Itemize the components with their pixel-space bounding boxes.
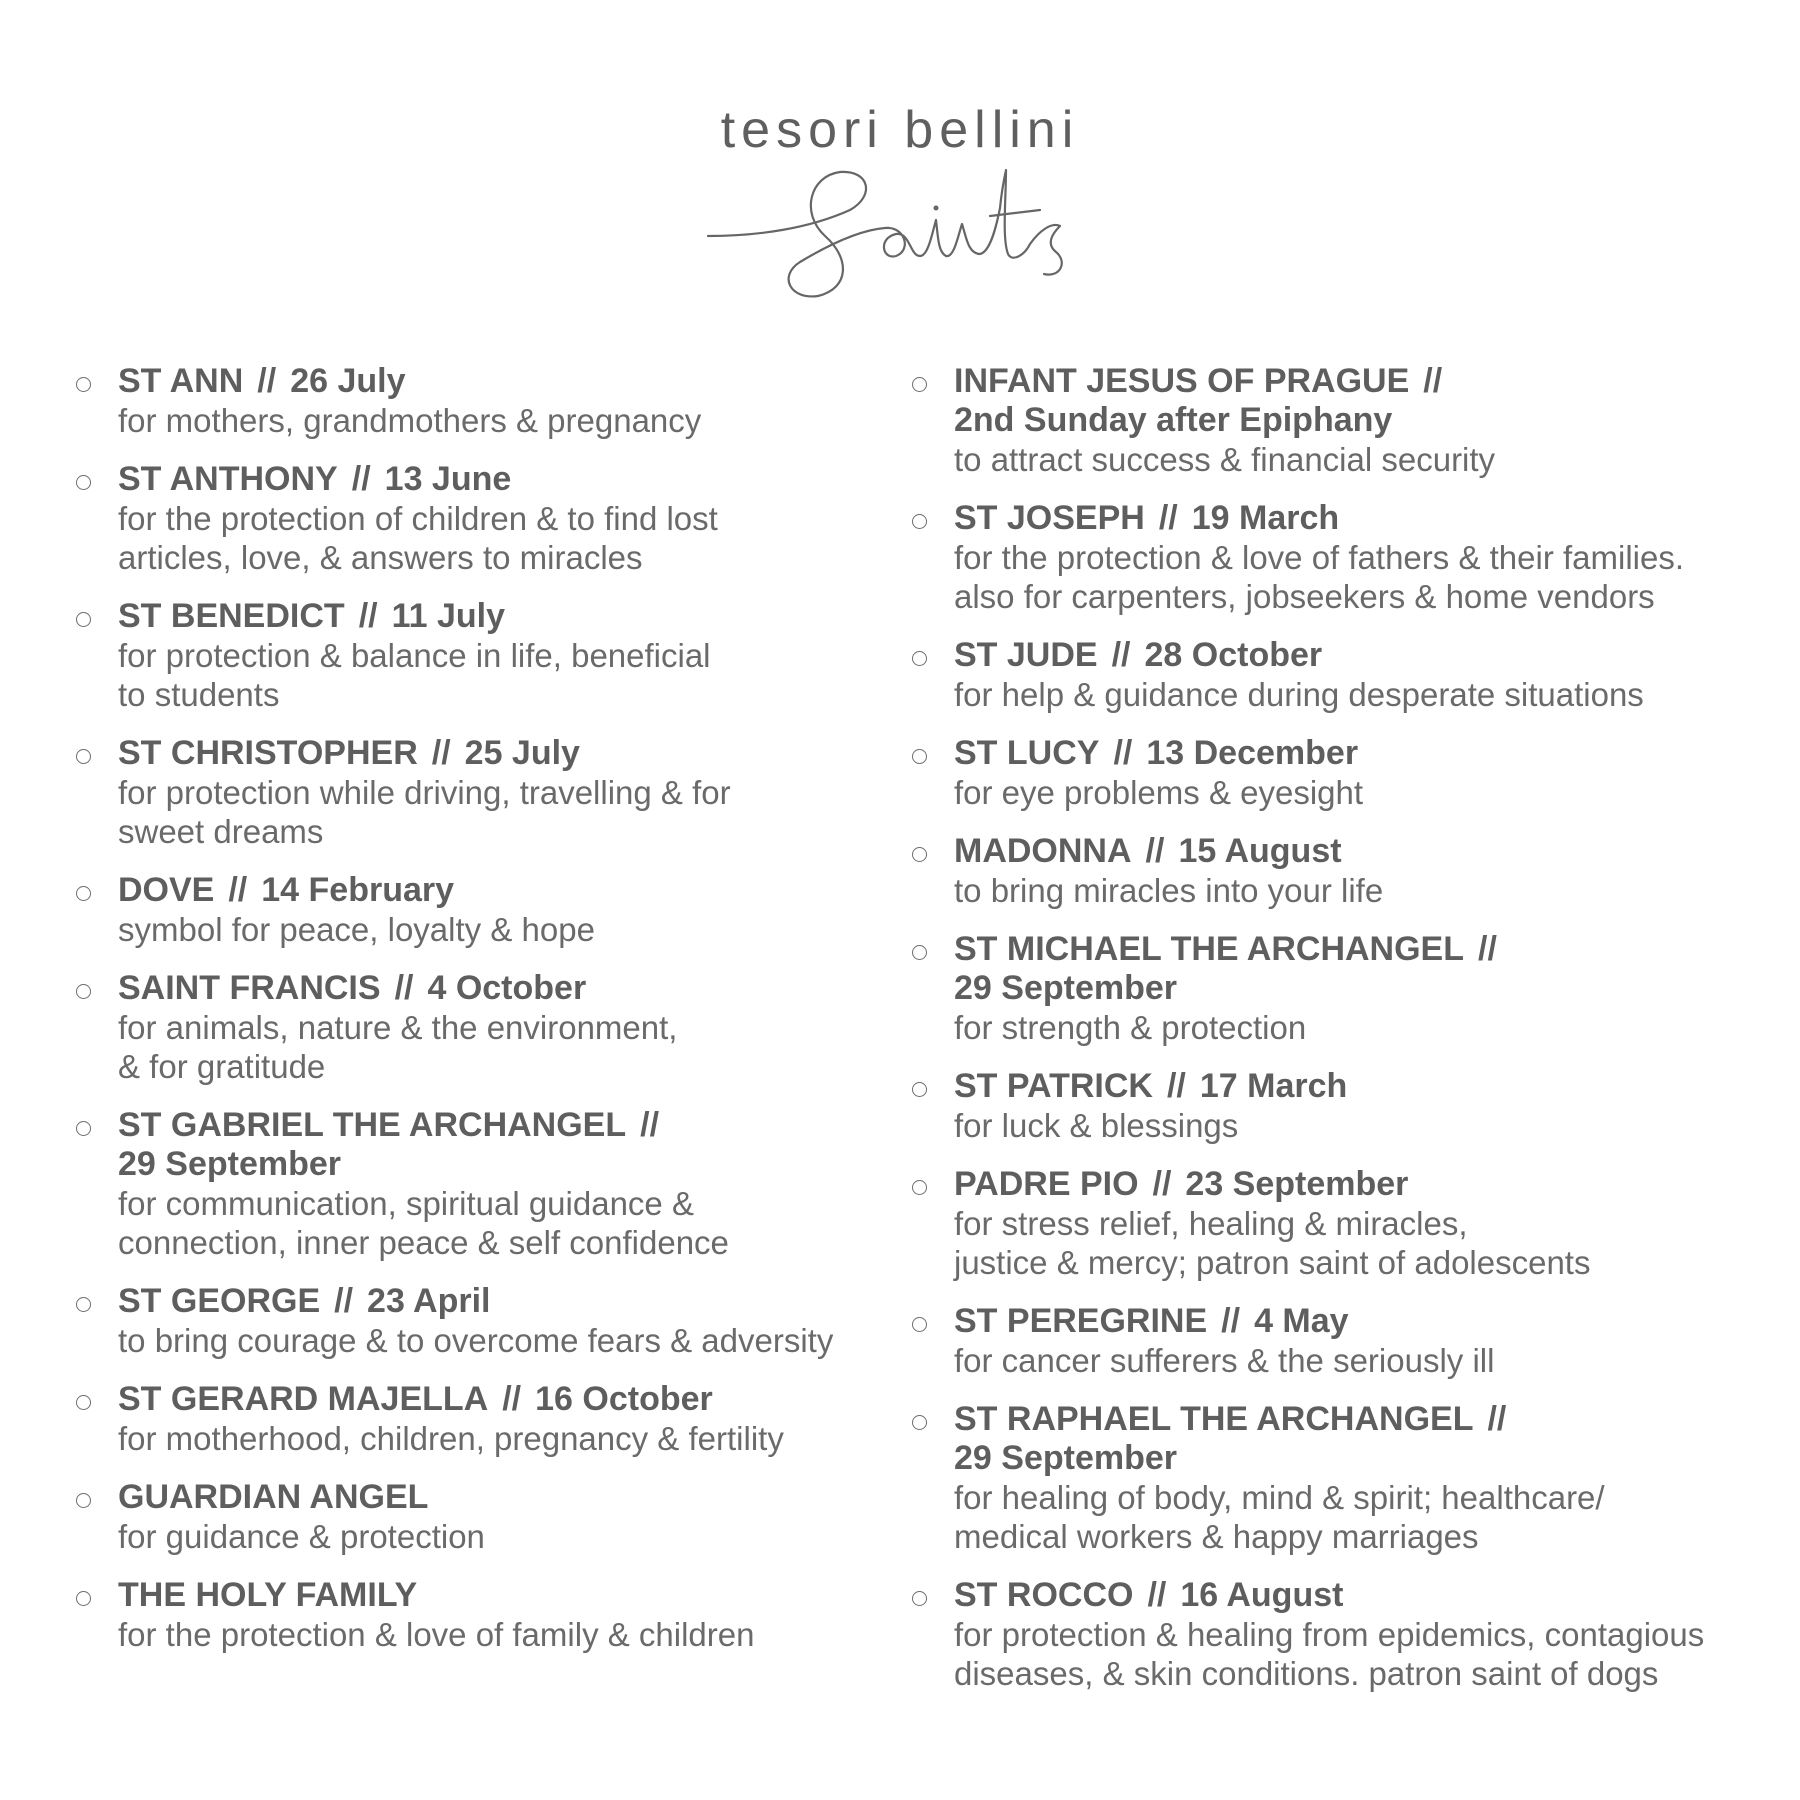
saint-description: diseases, & skin conditions. patron saint of dogs: [954, 1655, 1659, 1692]
separator: //: [1423, 362, 1443, 400]
saint-description: for motherhood, children, pregnancy & fertility: [118, 1420, 784, 1457]
separator: //: [1111, 636, 1131, 674]
saint-name: INFANT JESUS OF PRAGUE: [954, 362, 1410, 400]
feast-date: 25 July: [464, 734, 580, 772]
circle-bullet-icon: [912, 1180, 927, 1195]
saint-name: ST LUCY: [954, 734, 1100, 772]
separator: //: [1147, 1576, 1167, 1614]
saint-name: THE HOLY FAMILY: [118, 1576, 418, 1614]
saint-description: to attract success & financial security: [954, 441, 1496, 478]
separator: //: [640, 1106, 660, 1144]
saint-description: symbol for peace, loyalty & hope: [118, 911, 595, 948]
saint-name: ST JOSEPH: [954, 499, 1145, 537]
saint-name: ST JUDE: [954, 636, 1098, 674]
circle-bullet-icon: [76, 1493, 91, 1508]
saint-description: & for gratitude: [118, 1048, 326, 1085]
saint-entry: [76, 734, 896, 851]
saint-name: ST GEORGE: [118, 1282, 321, 1320]
circle-bullet-icon: [76, 1395, 91, 1410]
separator: //: [431, 734, 451, 772]
saint-heading: [954, 1400, 1732, 1478]
saint-description: for the protection & love of family & children: [118, 1616, 755, 1653]
saint-description: for protection & healing from epidemics, contagious: [954, 1616, 1705, 1653]
saint-description: to bring courage & to overcome fears & adversity: [118, 1322, 834, 1359]
saint-entry: [76, 1576, 896, 1654]
saint-description: for healing of body, mind & spirit; healthcare/: [954, 1479, 1605, 1516]
saint-heading: [118, 1380, 896, 1419]
separator: //: [358, 597, 378, 635]
separator: //: [1478, 930, 1497, 968]
saint-description: for communication, spiritual guidance &: [118, 1185, 694, 1222]
separator: //: [1158, 499, 1178, 537]
circle-bullet-icon: [76, 377, 91, 392]
feast-date: 14 February: [261, 871, 455, 909]
feast-date: 28 October: [1144, 636, 1323, 674]
saint-description: for the protection & love of fathers & their families.: [954, 539, 1685, 576]
saint-name: ST PEREGRINE: [954, 1302, 1208, 1340]
saint-description: for help & guidance during desperate situations: [954, 676, 1644, 713]
saint-entry: [912, 1576, 1732, 1693]
saint-heading: [954, 734, 1732, 773]
saint-heading: [954, 832, 1732, 871]
saint-description: for strength & protection: [954, 1009, 1307, 1046]
saint-entry: [76, 1106, 896, 1262]
saint-description: medical workers & happy marriages: [954, 1518, 1479, 1555]
saint-description: also for carpenters, jobseekers & home vendors: [954, 578, 1655, 615]
saint-name: PADRE PIO: [954, 1165, 1139, 1203]
saint-description: for cancer sufferers & the seriously ill: [954, 1342, 1495, 1379]
feast-date: 2nd Sunday after Epiphany: [954, 401, 1393, 439]
saint-entry: [76, 969, 896, 1086]
saint-entry: [912, 832, 1732, 910]
saint-entry: [912, 1165, 1732, 1282]
saint-heading: [118, 871, 896, 910]
saint-name: ST MICHAEL THE ARCHANGEL: [954, 930, 1464, 968]
saint-entry: [76, 1478, 896, 1556]
saint-entry: [912, 734, 1732, 812]
saint-heading: [954, 636, 1732, 675]
circle-bullet-icon: [76, 1591, 91, 1606]
saint-entry: [76, 460, 896, 577]
feast-date: 13 December: [1146, 734, 1359, 772]
saint-description: connection, inner peace & self confidence: [118, 1224, 729, 1261]
saint-heading: [954, 930, 1732, 1008]
saint-description: for guidance & protection: [118, 1518, 485, 1555]
saint-name: ST RAPHAEL THE ARCHANGEL: [954, 1400, 1474, 1438]
saint-name: GUARDIAN ANGEL: [118, 1478, 429, 1516]
saint-heading: [118, 1106, 896, 1184]
circle-bullet-icon: [76, 1297, 91, 1312]
saints-list-right: [912, 362, 1732, 1713]
circle-bullet-icon: [76, 1121, 91, 1136]
saint-description: for eye problems & eyesight: [954, 774, 1364, 811]
saint-entry: [912, 1067, 1732, 1145]
saint-name: DOVE: [118, 871, 215, 909]
circle-bullet-icon: [912, 651, 927, 666]
saint-name: ST ANTHONY: [118, 460, 338, 498]
saint-heading: [954, 1576, 1732, 1615]
saint-description: to students: [118, 676, 280, 713]
saint-description: for protection while driving, travelling & for: [118, 774, 731, 811]
circle-bullet-icon: [912, 514, 927, 529]
circle-bullet-icon: [76, 886, 91, 901]
saint-entry: [912, 636, 1732, 714]
feast-date: 19 March: [1191, 499, 1340, 537]
feast-date: 23 April: [367, 1282, 491, 1320]
saint-entry: [912, 499, 1732, 616]
saint-heading: [954, 1165, 1732, 1204]
saint-entry: [912, 362, 1732, 479]
saints-script-logo: [700, 158, 1120, 308]
saint-description: to bring miracles into your life: [954, 872, 1384, 909]
saint-name: ST GABRIEL THE ARCHANGEL: [118, 1106, 627, 1144]
saint-description: for luck & blessings: [954, 1107, 1239, 1144]
circle-bullet-icon: [76, 612, 91, 627]
circle-bullet-icon: [912, 1317, 927, 1332]
circle-bullet-icon: [912, 1082, 927, 1097]
feast-date: 15 August: [1178, 832, 1342, 870]
feast-date: 29 September: [118, 1145, 341, 1183]
saint-entry: [912, 1400, 1732, 1556]
saint-description: for animals, nature & the environment,: [118, 1009, 678, 1046]
saint-heading: [118, 734, 896, 773]
feast-date: 23 September: [1185, 1165, 1409, 1203]
saint-entry: [76, 871, 896, 949]
circle-bullet-icon: [76, 984, 91, 999]
circle-bullet-icon: [912, 1591, 927, 1606]
brand-name: tesori bellini: [720, 101, 1080, 159]
circle-bullet-icon: [912, 1415, 927, 1430]
separator: //: [1221, 1302, 1241, 1340]
saint-name: ST CHRISTOPHER: [118, 734, 418, 772]
separator: //: [1145, 832, 1165, 870]
saint-entry: [76, 362, 896, 440]
saint-heading: [118, 1576, 896, 1615]
saint-heading: [954, 362, 1732, 440]
separator: //: [502, 1380, 522, 1418]
saint-heading: [118, 362, 896, 401]
circle-bullet-icon: [912, 847, 927, 862]
saint-heading: [118, 460, 896, 499]
saint-heading: [954, 1067, 1732, 1106]
feast-date: 13 June: [384, 460, 512, 498]
circle-bullet-icon: [912, 945, 927, 960]
saint-name: ST BENEDICT: [118, 597, 345, 635]
saint-name: ST ANN: [118, 362, 244, 400]
saint-description: for protection & balance in life, beneficial: [118, 637, 711, 674]
feast-date: 29 September: [954, 969, 1177, 1007]
saint-description: for the protection of children & to find lost: [118, 500, 718, 537]
saint-entry: [76, 1380, 896, 1458]
separator: //: [257, 362, 277, 400]
feast-date: 16 August: [1180, 1576, 1344, 1614]
feast-date: 16 October: [535, 1380, 713, 1418]
saint-heading: [954, 1302, 1732, 1341]
circle-bullet-icon: [76, 475, 91, 490]
saint-heading: [118, 969, 896, 1008]
circle-bullet-icon: [76, 749, 91, 764]
saints-list-left: [76, 362, 896, 1674]
saint-name: MADONNA: [954, 832, 1132, 870]
saint-heading: [118, 1478, 896, 1517]
saint-description: for mothers, grandmothers & pregnancy: [118, 402, 702, 439]
saint-entry: [76, 1282, 896, 1360]
saint-heading: [954, 499, 1732, 538]
saint-name: ST PATRICK: [954, 1067, 1153, 1105]
saint-heading: [118, 1282, 896, 1321]
feast-date: 4 October: [427, 969, 587, 1007]
separator: //: [1113, 734, 1133, 772]
saint-entry: [76, 597, 896, 714]
circle-bullet-icon: [912, 749, 927, 764]
saint-name: SAINT FRANCIS: [118, 969, 381, 1007]
separator: //: [351, 460, 371, 498]
saint-heading: [118, 597, 896, 636]
separator: //: [1166, 1067, 1186, 1105]
saint-entry: [912, 1302, 1732, 1380]
saint-description: justice & mercy; patron saint of adolescents: [954, 1244, 1591, 1281]
separator: //: [394, 969, 414, 1007]
saint-description: for stress relief, healing & miracles,: [954, 1205, 1468, 1242]
feast-date: 29 September: [954, 1439, 1177, 1477]
saint-name: ST GERARD MAJELLA: [118, 1380, 489, 1418]
feast-date: 11 July: [391, 597, 506, 635]
circle-bullet-icon: [912, 377, 927, 392]
feast-date: 26 July: [290, 362, 406, 400]
feast-date: 17 March: [1199, 1067, 1348, 1105]
saint-entry: [912, 930, 1732, 1047]
feast-date: 4 May: [1254, 1302, 1349, 1340]
separator: //: [1487, 1400, 1507, 1438]
saint-name: ST ROCCO: [954, 1576, 1134, 1614]
saint-description: sweet dreams: [118, 813, 324, 850]
separator: //: [228, 871, 248, 909]
saint-description: articles, love, & answers to miracles: [118, 539, 643, 576]
separator: //: [1152, 1165, 1172, 1203]
separator: //: [334, 1282, 354, 1320]
